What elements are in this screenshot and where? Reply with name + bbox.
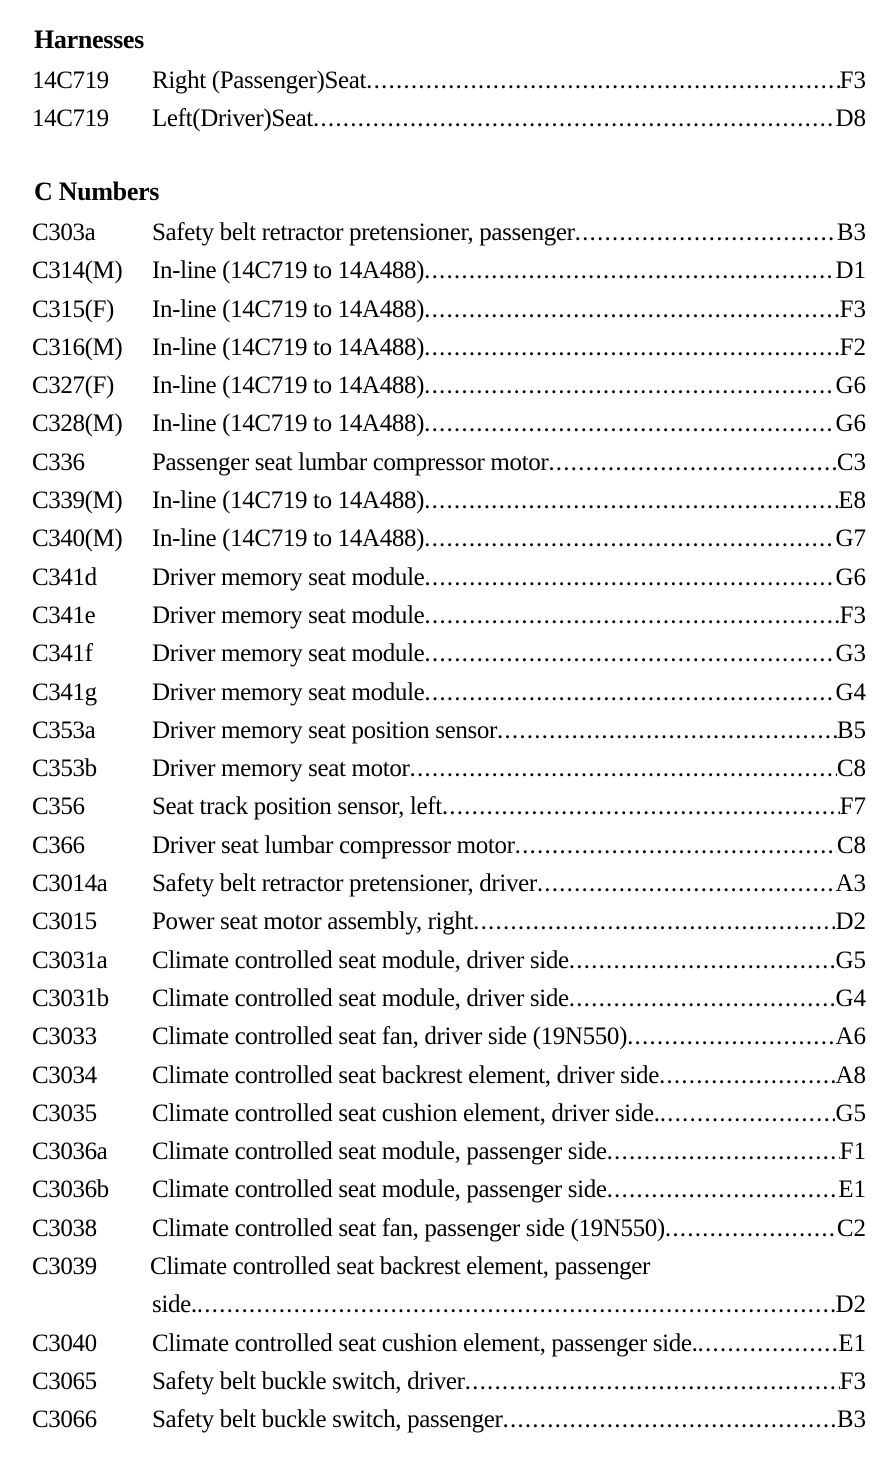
list-item bbox=[0, 980, 888, 1018]
grid-reference: C8 bbox=[836, 831, 866, 859]
leader-dots bbox=[424, 252, 835, 290]
connector-code: C3038 bbox=[32, 1214, 97, 1242]
list-item bbox=[0, 1018, 888, 1056]
harnesses-list bbox=[0, 62, 888, 139]
connector-description: Driver memory seat module bbox=[152, 601, 425, 629]
leader-dots bbox=[607, 1171, 839, 1209]
leader-dots bbox=[313, 100, 835, 138]
connector-code: C3031b bbox=[32, 984, 109, 1012]
leader-dots bbox=[575, 214, 837, 252]
grid-reference: D1 bbox=[835, 257, 866, 285]
list-item bbox=[0, 1057, 888, 1095]
connector-description: In-line (14C719 to 14A488) bbox=[152, 257, 425, 285]
grid-reference: B3 bbox=[836, 1406, 866, 1434]
grid-reference: G6 bbox=[835, 372, 866, 400]
list-item-continuation bbox=[0, 1286, 888, 1324]
c-numbers-heading: C Numbers bbox=[34, 177, 160, 206]
connector-code: 14C719 bbox=[32, 105, 109, 133]
connector-code: C3039 bbox=[32, 1253, 97, 1281]
connector-description: Climate controlled seat fan, passenger side (19N550) bbox=[152, 1214, 665, 1242]
connector-description: Left(Driver)Seat bbox=[152, 105, 313, 133]
leader-dots bbox=[537, 865, 836, 903]
list-item bbox=[0, 1401, 888, 1439]
leader-dots bbox=[473, 903, 835, 941]
grid-reference: G3 bbox=[835, 640, 866, 668]
leader-dots bbox=[424, 674, 835, 712]
connector-code: C353a bbox=[32, 716, 96, 744]
connector-description: Climate controlled seat backrest element, driver side bbox=[152, 1061, 659, 1089]
connector-code: C315(F) bbox=[32, 295, 114, 323]
grid-reference: F3 bbox=[839, 601, 866, 629]
list-item bbox=[0, 788, 888, 826]
connector-description: Climate controlled seat module, passenger side bbox=[152, 1176, 607, 1204]
connector-description: Climate controlled seat module, driver side bbox=[152, 984, 569, 1012]
grid-reference: G6 bbox=[835, 563, 866, 591]
list-item bbox=[0, 291, 888, 329]
connector-code: C3036b bbox=[32, 1176, 109, 1204]
connector-description: In-line (14C719 to 14A488) bbox=[152, 525, 425, 553]
list-item bbox=[0, 942, 888, 980]
connector-description: Passenger seat lumbar compressor motor bbox=[152, 448, 549, 476]
grid-reference: B5 bbox=[836, 716, 866, 744]
connector-code: C327(F) bbox=[32, 372, 114, 400]
list-item bbox=[0, 1363, 888, 1401]
grid-reference: F3 bbox=[839, 67, 866, 94]
connector-code: C3066 bbox=[32, 1406, 97, 1434]
grid-reference: D8 bbox=[835, 105, 866, 133]
grid-reference: F3 bbox=[839, 1367, 866, 1395]
connector-description: In-line (14C719 to 14A488) bbox=[152, 333, 425, 361]
connector-code: C339(M) bbox=[32, 487, 123, 515]
grid-reference: C8 bbox=[836, 755, 866, 783]
list-item bbox=[0, 903, 888, 941]
leader-dots bbox=[660, 1095, 836, 1133]
connector-code: C3040 bbox=[32, 1329, 97, 1357]
connector-description-continued: side. bbox=[152, 1291, 197, 1319]
leader-dots bbox=[515, 827, 837, 865]
list-item bbox=[0, 1210, 888, 1248]
grid-reference: G4 bbox=[835, 984, 866, 1012]
leader-dots bbox=[659, 1057, 835, 1095]
connector-code: C341f bbox=[32, 640, 93, 668]
grid-reference: A6 bbox=[835, 1023, 866, 1051]
connector-code: C3036a bbox=[32, 1138, 108, 1166]
connector-description: Right (Passenger)Seat bbox=[152, 67, 367, 94]
connector-code: C356 bbox=[32, 793, 85, 821]
list-item bbox=[0, 1133, 888, 1171]
grid-reference: D2 bbox=[835, 1291, 866, 1319]
leader-dots bbox=[424, 559, 835, 597]
connector-code: C314(M) bbox=[32, 257, 123, 285]
leader-dots bbox=[627, 1018, 835, 1056]
connector-description: In-line (14C719 to 14A488) bbox=[152, 487, 425, 515]
connector-description: Driver memory seat module bbox=[152, 640, 425, 668]
list-item bbox=[0, 865, 888, 903]
leader-dots bbox=[569, 942, 836, 980]
connector-description: Safety belt buckle switch, driver bbox=[152, 1367, 465, 1395]
connector-description: Climate controlled seat cushion element, passenger side. bbox=[152, 1329, 698, 1357]
connector-description: Driver memory seat module bbox=[152, 678, 425, 706]
connector-code: C316(M) bbox=[32, 333, 123, 361]
connector-code: 14C719 bbox=[32, 67, 109, 94]
grid-reference: C2 bbox=[836, 1214, 866, 1242]
connector-description: Safety belt buckle switch, passenger bbox=[152, 1406, 503, 1434]
list-item bbox=[0, 329, 888, 367]
list-item bbox=[0, 62, 888, 100]
grid-reference: A8 bbox=[835, 1061, 866, 1089]
grid-reference: F2 bbox=[839, 333, 866, 361]
leader-dots bbox=[698, 1325, 839, 1363]
leader-dots bbox=[410, 750, 837, 788]
list-item bbox=[0, 559, 888, 597]
connector-code: C340(M) bbox=[32, 525, 123, 553]
connector-code: C366 bbox=[32, 831, 85, 859]
leader-dots bbox=[197, 1286, 836, 1324]
list-item bbox=[0, 1248, 888, 1286]
c-numbers-list bbox=[0, 214, 888, 1440]
grid-reference: C3 bbox=[836, 448, 866, 476]
list-item bbox=[0, 214, 888, 252]
connector-code: C341d bbox=[32, 563, 97, 591]
grid-reference: G7 bbox=[835, 525, 866, 553]
leader-dots bbox=[424, 520, 835, 558]
grid-reference: A3 bbox=[835, 870, 866, 898]
list-item bbox=[0, 635, 888, 673]
list-item bbox=[0, 1095, 888, 1133]
leader-dots bbox=[424, 597, 839, 635]
list-item bbox=[0, 827, 888, 865]
connector-description: Climate controlled seat fan, driver side (19N550) bbox=[152, 1023, 628, 1051]
leader-dots bbox=[497, 712, 837, 750]
grid-reference: F3 bbox=[839, 295, 866, 323]
connector-code: C353b bbox=[32, 755, 97, 783]
leader-dots bbox=[665, 1210, 837, 1248]
leader-dots bbox=[442, 788, 840, 826]
connector-code: C341g bbox=[32, 678, 97, 706]
connector-code: C3014a bbox=[32, 870, 108, 898]
list-item bbox=[0, 405, 888, 443]
list-item bbox=[0, 1171, 888, 1209]
connector-description: Climate controlled seat backrest element, passenger bbox=[150, 1253, 651, 1281]
connector-code: C3031a bbox=[32, 946, 108, 974]
harnesses-heading: Harnesses bbox=[34, 25, 144, 54]
grid-reference: F7 bbox=[839, 793, 866, 821]
grid-reference: F1 bbox=[839, 1138, 866, 1166]
connector-description: Safety belt retractor pretensioner, passenger bbox=[152, 219, 575, 246]
grid-reference: D2 bbox=[835, 908, 866, 936]
connector-description: In-line (14C719 to 14A488) bbox=[152, 295, 425, 323]
connector-code: C341e bbox=[32, 601, 96, 629]
connector-code: C3015 bbox=[32, 908, 97, 936]
connector-code: C3033 bbox=[32, 1023, 97, 1051]
connector-code: C3065 bbox=[32, 1367, 97, 1395]
connector-description: Safety belt retractor pretensioner, driver bbox=[152, 870, 537, 898]
connector-description: Power seat motor assembly, right bbox=[152, 908, 474, 936]
list-item bbox=[0, 482, 888, 520]
grid-reference: G5 bbox=[835, 946, 866, 974]
leader-dots bbox=[424, 329, 839, 367]
list-item bbox=[0, 252, 888, 290]
leader-dots bbox=[366, 62, 839, 100]
grid-reference: E1 bbox=[838, 1176, 866, 1204]
leader-dots bbox=[424, 635, 835, 673]
connector-description: Driver memory seat position sensor bbox=[152, 716, 497, 744]
connector-description: In-line (14C719 to 14A488) bbox=[152, 372, 425, 400]
grid-reference: G4 bbox=[835, 678, 866, 706]
connector-code: C328(M) bbox=[32, 410, 123, 438]
list-item bbox=[0, 520, 888, 558]
list-item bbox=[0, 712, 888, 750]
connector-description: Climate controlled seat module, driver side bbox=[152, 946, 569, 974]
leader-dots bbox=[424, 482, 838, 520]
grid-reference: G5 bbox=[835, 1099, 866, 1127]
leader-dots bbox=[607, 1133, 840, 1171]
list-item bbox=[0, 1325, 888, 1363]
connector-code: C3034 bbox=[32, 1061, 97, 1089]
list-item bbox=[0, 444, 888, 482]
connector-description: Seat track position sensor, left bbox=[152, 793, 442, 821]
grid-reference: B3 bbox=[836, 219, 866, 246]
list-item bbox=[0, 367, 888, 405]
connector-code: C303a bbox=[32, 219, 96, 246]
list-item bbox=[0, 597, 888, 635]
connector-description: In-line (14C719 to 14A488) bbox=[152, 410, 425, 438]
leader-dots bbox=[569, 980, 836, 1018]
connector-description: Climate controlled seat module, passenger side bbox=[152, 1138, 607, 1166]
leader-dots bbox=[424, 291, 839, 329]
leader-dots bbox=[424, 405, 835, 443]
leader-dots bbox=[503, 1401, 837, 1439]
leader-dots bbox=[465, 1363, 840, 1401]
leader-dots bbox=[424, 367, 835, 405]
connector-description: Climate controlled seat cushion element, driver side. bbox=[152, 1099, 660, 1127]
list-item bbox=[0, 750, 888, 788]
grid-reference: E1 bbox=[838, 1329, 866, 1357]
grid-reference: E8 bbox=[838, 487, 866, 515]
grid-reference: G6 bbox=[835, 410, 866, 438]
connector-code: C336 bbox=[32, 448, 85, 476]
leader-dots bbox=[548, 444, 836, 482]
connector-code: C3035 bbox=[32, 1099, 97, 1127]
connector-description: Driver memory seat motor bbox=[152, 755, 410, 783]
list-item bbox=[0, 674, 888, 712]
connector-description: Driver seat lumbar compressor motor bbox=[152, 831, 515, 859]
connector-description: Driver memory seat module bbox=[152, 563, 425, 591]
list-item bbox=[0, 100, 888, 138]
